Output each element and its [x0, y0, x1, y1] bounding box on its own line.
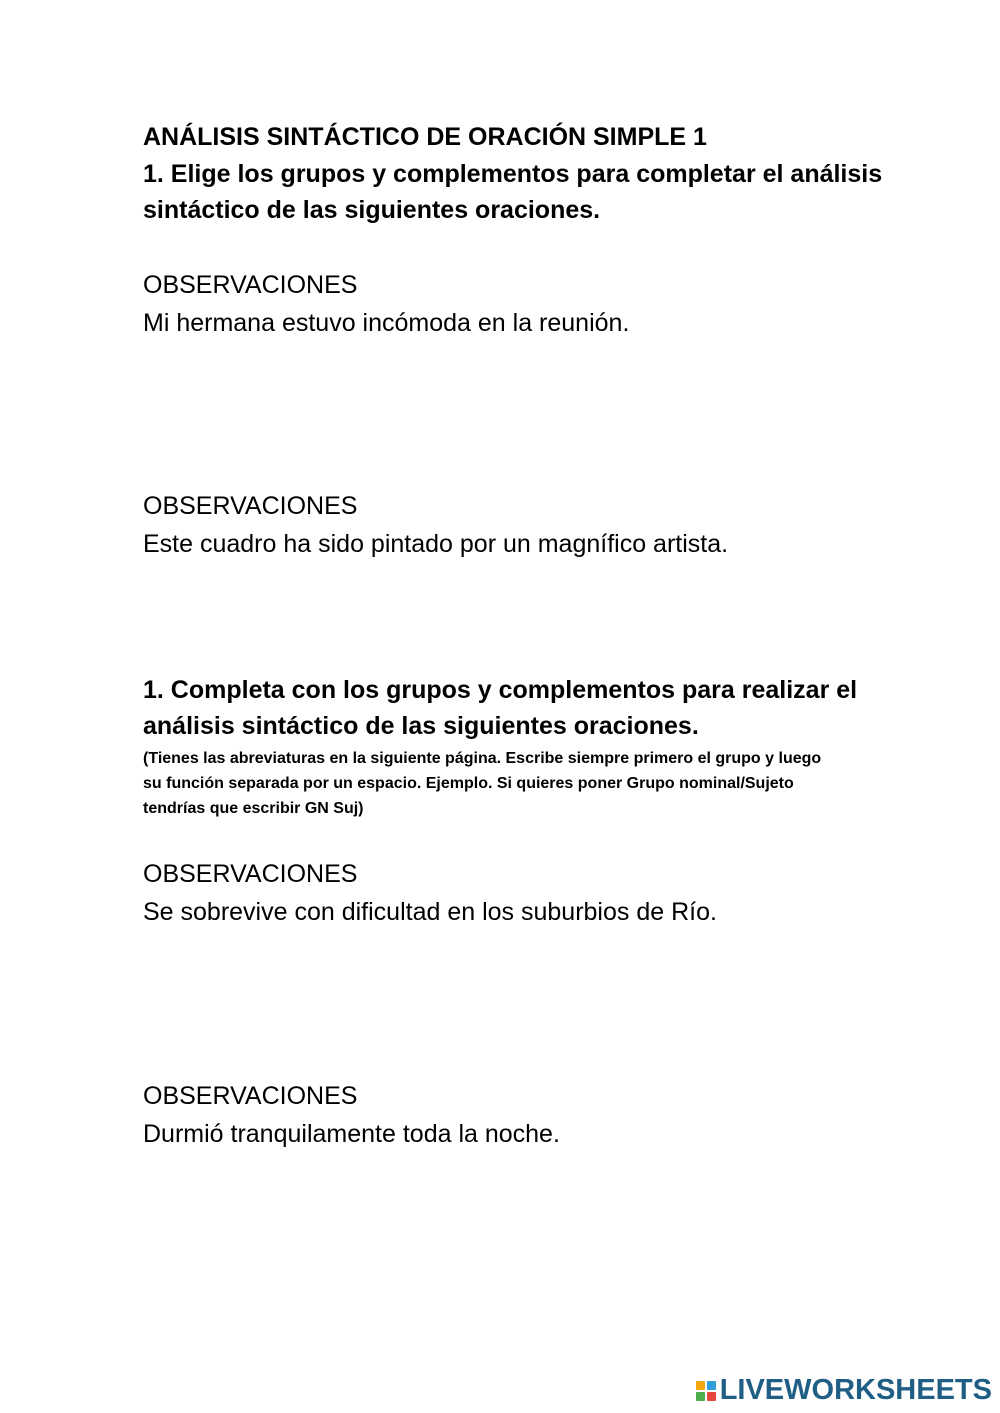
exercise-sentence: Se sobrevive con dificultad en los suburbios de Río. — [143, 898, 717, 926]
logo-square — [707, 1381, 716, 1390]
liveworksheets-logo[interactable] — [696, 1376, 992, 1405]
section-2-note: (Tienes las abreviaturas en la siguiente página. Escribe siempre primero el grupo y luego su función separada por un espacio. Ejemplo. Si quieres poner Grupo nominal/Sujeto tendrías que escribir GN Suj) — [143, 750, 822, 817]
section-1-instruction: 1. Elige los grupos y complementos para completar el análisis sintáctico de las siguientes oraciones. — [143, 160, 883, 224]
logo-square — [696, 1392, 705, 1401]
section-1 — [143, 120, 883, 228]
exercise-sentence: Durmió tranquilamente toda la noche. — [143, 1120, 560, 1148]
observaciones-label: OBSERVACIONES — [143, 271, 358, 299]
observaciones-label: OBSERVACIONES — [143, 492, 358, 520]
worksheet-title: ANÁLISIS SINTÁCTICO DE ORACIÓN SIMPLE 1 — [143, 123, 707, 151]
logo-square — [696, 1381, 705, 1390]
exercise-sentence: Mi hermana estuvo incómoda en la reunión. — [143, 309, 630, 337]
exercise-item — [143, 1077, 883, 1153]
exercise-item — [143, 266, 883, 342]
section-2 — [143, 672, 883, 821]
section-2-instruction: 1. Completa con los grupos y complementos para realizar el análisis sintáctico de las siguientes oraciones. — [143, 676, 858, 740]
logo-square — [707, 1392, 716, 1401]
exercise-sentence: Este cuadro ha sido pintado por un magnífico artista. — [143, 530, 729, 558]
exercise-item — [143, 487, 883, 563]
observaciones-label: OBSERVACIONES — [143, 860, 358, 888]
liveworksheets-logo-icon — [696, 1381, 716, 1401]
observaciones-label: OBSERVACIONES — [143, 1082, 358, 1110]
logo-text: LIVEWORKSHEETS — [719, 1374, 992, 1406]
exercise-item — [143, 855, 883, 931]
